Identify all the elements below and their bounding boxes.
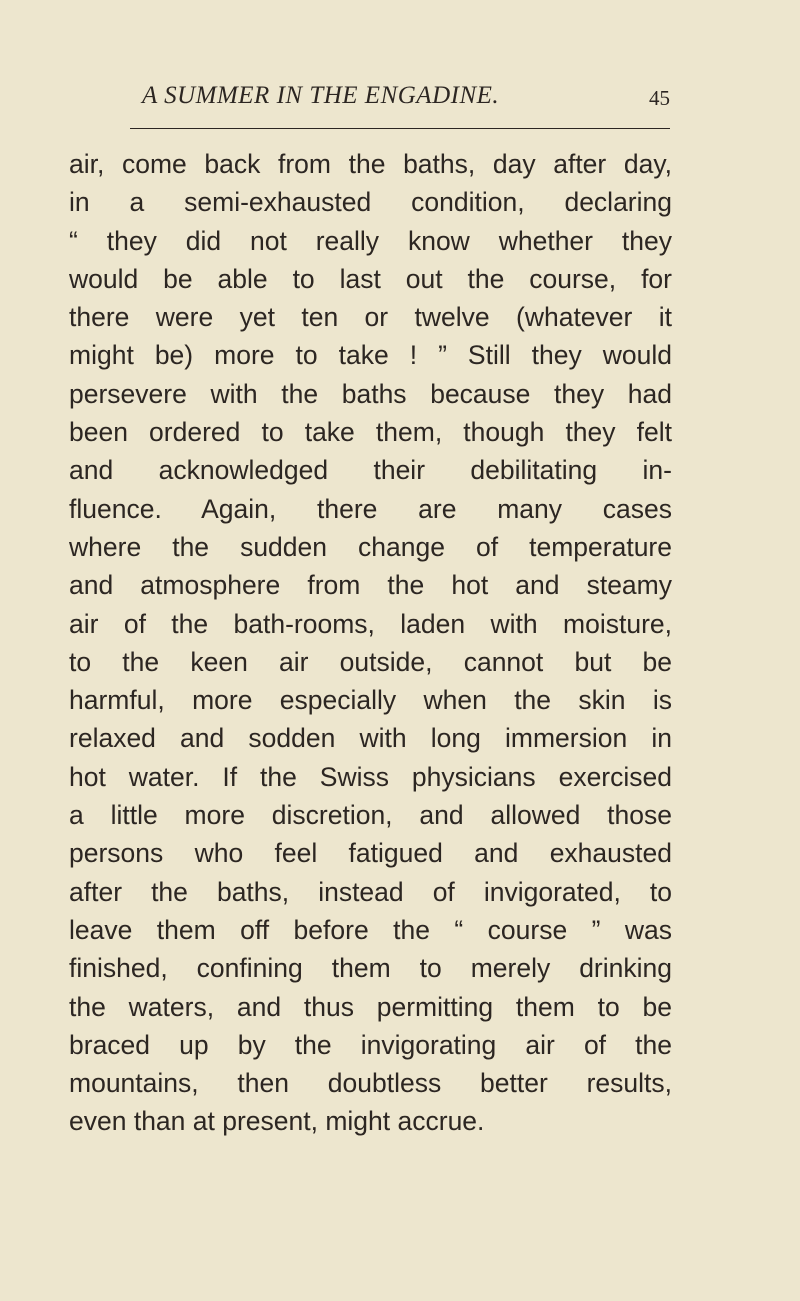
text-line: there were yet ten or twelve (whatever it: [69, 302, 672, 333]
text-line: where the sudden change of temperature: [69, 531, 672, 562]
text-line: been ordered to take them, though they felt: [69, 417, 672, 448]
text-line: “ they did not really know whether they: [69, 225, 672, 256]
page-number: 45: [649, 86, 670, 110]
text-line: to the keen air outside, cannot but be: [69, 646, 672, 677]
text-line: would be able to last out the course, for: [69, 263, 672, 294]
text-line: and atmosphere from the hot and steamy: [69, 570, 672, 601]
body-paragraph: [69, 145, 672, 1141]
text-line: hot water. If the Swiss physicians exercised: [69, 761, 672, 792]
text-line: fluence. Again, there are many cases: [69, 493, 672, 524]
text-line: relaxed and sodden with long immersion in: [69, 723, 672, 754]
text-line: finished, confining them to merely drinking: [69, 953, 672, 984]
text-line: harmful, more especially when the skin is: [69, 685, 672, 716]
text-line: air of the bath-rooms, laden with moisture,: [69, 608, 672, 639]
text-line: a little more discretion, and allowed those: [69, 800, 672, 831]
text-line: persevere with the baths because they had: [69, 378, 672, 409]
text-line: leave them off before the “ course ” was: [69, 914, 672, 945]
text-line: persons who feel fatigued and exhausted: [69, 838, 672, 869]
running-title: A SUMMER IN THE ENGADINE.: [142, 82, 500, 109]
text-line: the waters, and thus permitting them to be: [69, 991, 672, 1022]
header-rule: [130, 128, 670, 129]
text-line: mountains, then doubtless better results,: [69, 1068, 672, 1099]
text-line: and acknowledged their debilitating in-: [69, 455, 672, 486]
running-head: [130, 82, 670, 118]
text-line: braced up by the invigorating air of the: [69, 1029, 672, 1060]
text-line: even than at present, might accrue.: [69, 1106, 485, 1137]
text-line: air, come back from the baths, day after day,: [69, 149, 672, 179]
text-line: might be) more to take ! ” Still they would: [69, 340, 672, 371]
text-line: after the baths, instead of invigorated, to: [69, 876, 672, 907]
text-line: in a semi-exhausted condition, declaring: [69, 187, 672, 218]
